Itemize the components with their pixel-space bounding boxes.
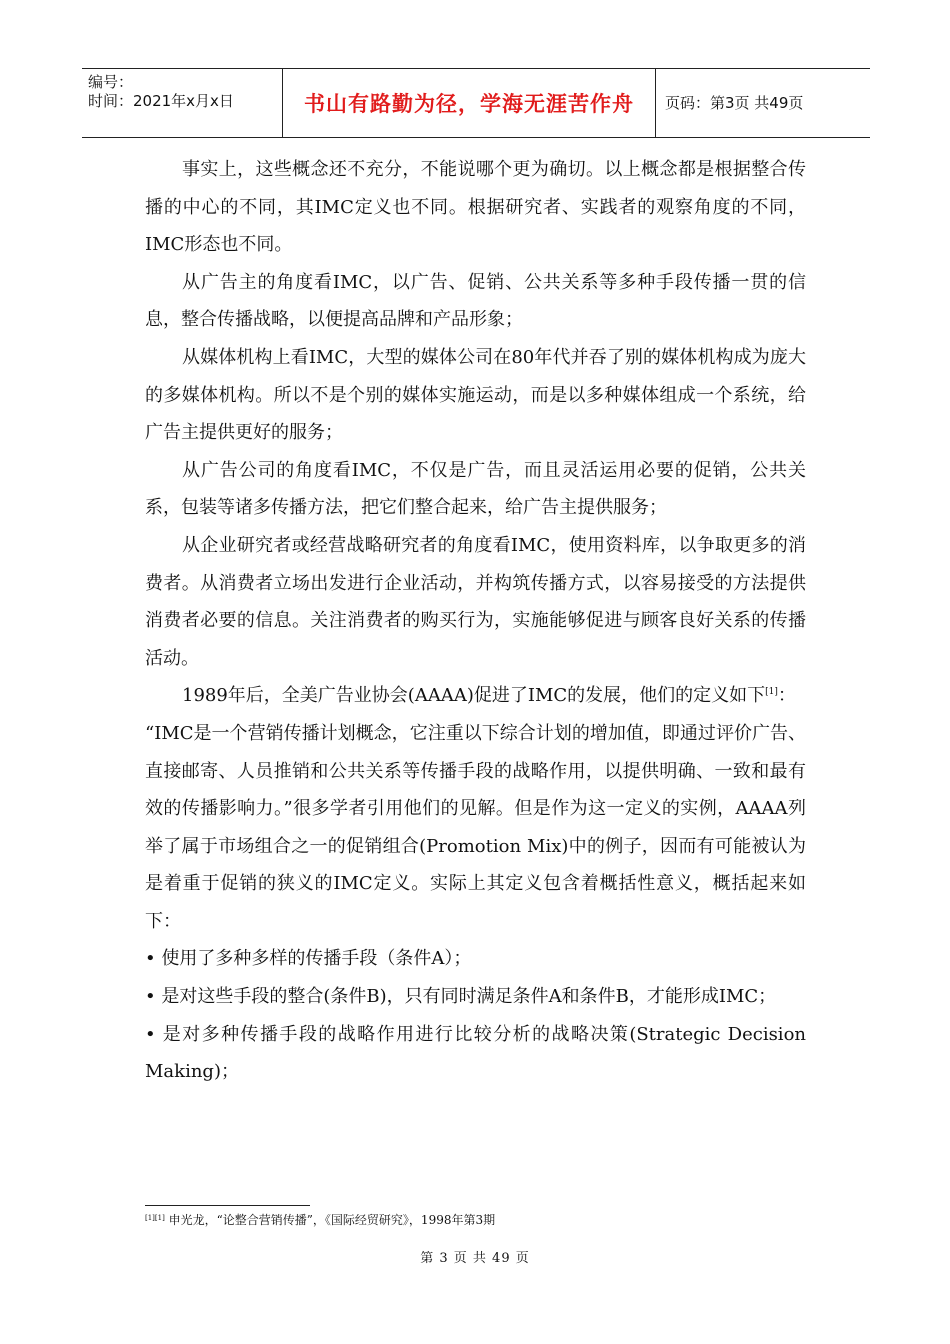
document-header bbox=[82, 68, 870, 138]
bullet-item: • 是对这些手段的整合(条件B)，只有同时满足条件A和条件B，才能形成IMC； bbox=[145, 986, 777, 1008]
paragraph-tail: ： bbox=[777, 685, 796, 707]
paragraph: 从广告主的角度看IMC，以广告、促销、公共关系等多种手段传播一贯的信息，整合传播战略，以便提高品牌和产品形象； bbox=[145, 271, 806, 331]
code-label: 编号： bbox=[88, 73, 134, 91]
footnote-marker: [1][1] bbox=[145, 1214, 165, 1222]
paragraph: 从广告公司的角度看IMC，不仅是广告，而且灵活运用必要的促销，公共关系，包装等诸多传播方法，把它们整合起来，给广告主提供服务； bbox=[145, 459, 806, 519]
page-label: 页码：第3页 共49页 bbox=[665, 93, 804, 112]
footnote bbox=[145, 1212, 495, 1228]
header-page-cell bbox=[656, 69, 870, 137]
paragraph: 事实上，这些概念还不充分，不能说哪个更为确切。以上概念都是根据整合传播的中心的不同，其IMC定义也不同。根据研究者、实践者的观察角度的不同，IMC形态也不同。 bbox=[145, 159, 806, 256]
paragraph-with-citation bbox=[145, 677, 806, 715]
header-meta-cell bbox=[82, 69, 283, 137]
paragraph: 从企业研究者或经营战略研究者的角度看IMC，使用资料库，以争取更多的消费者。从消费者立场出发进行企业活动，并构筑传播方式，以容易接受的方法提供消费者必要的信息。关注消费者的购买行为，实施能够促进与顾客良好关系的传播活动。 bbox=[145, 534, 806, 669]
date-label: 时间：2021年x月x日 bbox=[88, 92, 234, 110]
page-number: 第 3 页 共 49 页 bbox=[420, 1251, 530, 1266]
paragraph: 从媒体机构上看IMC，大型的媒体公司在80年代并吞了别的媒体机构成为庞大的多媒体机构。所以不是个别的媒体实施运动，而是以多种媒体组成一个系统，给广告主提供更好的服务； bbox=[145, 346, 806, 444]
footnote-divider bbox=[145, 1205, 310, 1206]
footnote-text: 申光龙，“论整合营销传播”，《国际经贸研究》，1998年第3期 bbox=[164, 1213, 496, 1227]
bullet-item: • 使用了多种多样的传播手段（条件A）； bbox=[145, 948, 472, 970]
paragraph-text: 1989年后，全美广告业协会(AAAA)促进了IMC的发展，他们的定义如下 bbox=[182, 685, 766, 707]
quote-paragraph: “IMC是一个营销传播计划概念，它注重以下综合计划的增加值，即通过评价广告、直接邮寄、人员推销和公共关系等传播手段的战略作用，以提供明确、一致和最有效的传播影响力。”很多学者引用他们的见解。但是作为这一定义的实例，AAAA列举了属于市场组合之一的促销组合(Promotion Mix)中的例子，因而有可能被认为是着重于促销的狭义的IMC定义。实际上其定义包含着概括性意义，概括起来如下： bbox=[145, 722, 806, 932]
document-body bbox=[145, 151, 806, 1091]
motto-text: 书山有路勤为径，学海无涯苦作舟 bbox=[304, 92, 634, 116]
bullet-item: • 是对多种传播手段的战略作用进行比较分析的战略决策(Strategic Decision Making)； bbox=[145, 1023, 806, 1083]
header-motto-cell bbox=[283, 69, 656, 137]
citation-ref[interactable]: [1] bbox=[765, 687, 778, 698]
